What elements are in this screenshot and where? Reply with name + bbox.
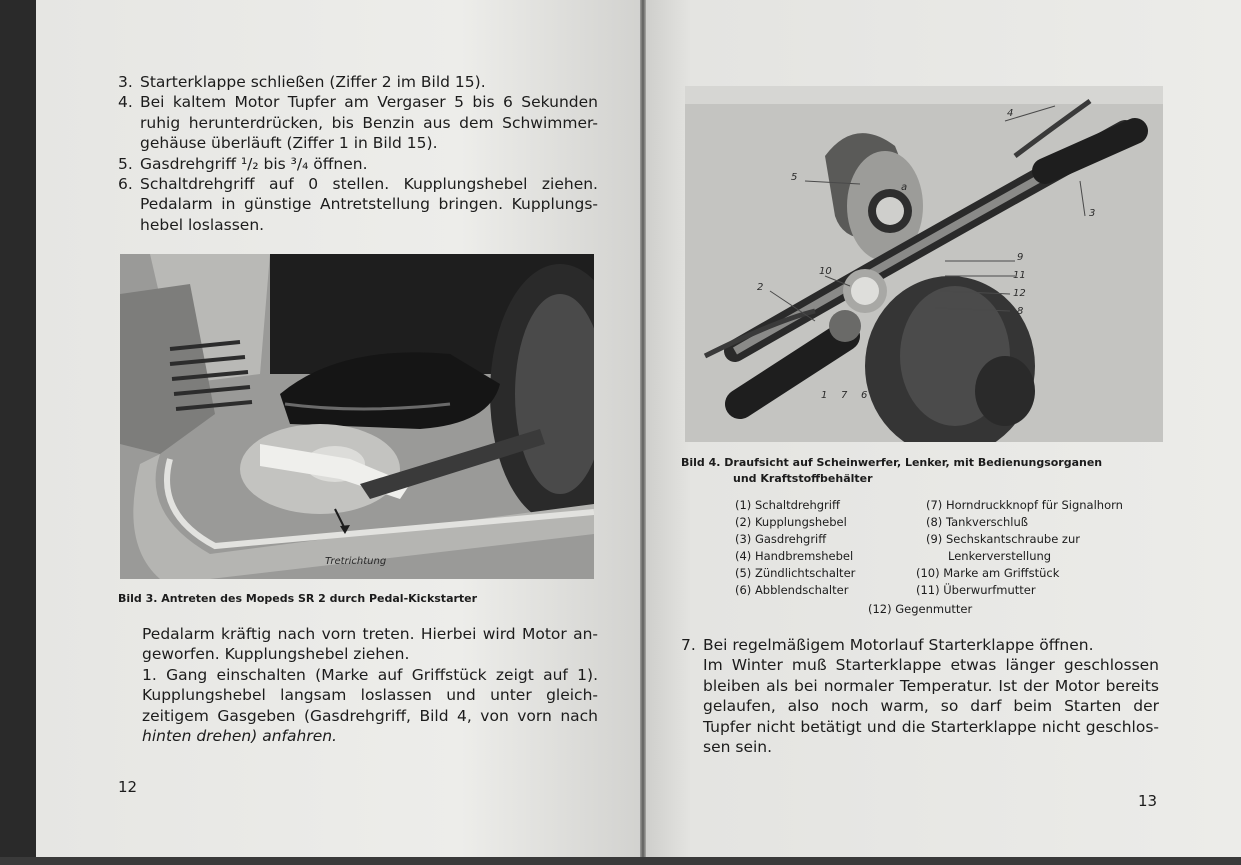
body-line: Pedalarm kräftig nach vorn treten. Hierbei wird Motor an-: [142, 625, 598, 643]
steps-top: [118, 72, 598, 235]
legend-entry: (9) Sechskantschraube zur: [926, 532, 1080, 546]
step-line: ruhig herunterdrücken, bis Benzin aus dem Schwimmer-: [140, 113, 598, 132]
figure-4-caption-line-2: und Kraftstoffbehälter: [733, 472, 873, 485]
body-line: Kupplungshebel langsam loslassen und unter gleich-: [142, 686, 598, 705]
step-number: 3.: [118, 73, 133, 91]
step-4: [118, 92, 598, 153]
figure-4-caption-line-1: Bild 4. Draufsicht auf Scheinwerfer, Lenker, mit Bedienungsorganen: [681, 456, 1103, 469]
marker-7: 7: [841, 390, 848, 401]
body-line: 1. Gang einschalten (Marke auf Griffstück zeigt auf 1).: [142, 665, 598, 684]
legend-entry: (2) Kupplungshebel: [735, 515, 847, 529]
kickstarter-illustration: [120, 254, 594, 579]
marker-3: 3: [1089, 208, 1096, 219]
book-bottom-edge: [0, 857, 1241, 865]
legend-left-column: [735, 497, 855, 599]
step-number: 7.: [681, 636, 696, 654]
figure-3-caption: Bild 3. Antreten des Mopeds SR 2 durch Pedal-Kickstarter: [118, 592, 478, 605]
step-line: Tupfer nicht betätigt und die Starterklappe nicht geschlos-: [703, 717, 1159, 736]
legend-entry: (7) Horndruckknopf für Signalhorn: [926, 498, 1123, 512]
marker-11: 11: [1013, 270, 1026, 281]
marker-9: 9: [1017, 252, 1024, 263]
step-line: Pedalarm in günstige Antretstellung bringen. Kupplungs-: [140, 195, 598, 214]
direction-label: Tretrichtung: [325, 556, 387, 567]
marker-12: 12: [1013, 288, 1026, 299]
body-line: hinten drehen) anfahren.: [142, 727, 337, 746]
step-7: [681, 635, 1159, 757]
step-6: [118, 174, 598, 235]
legend-right-column: [916, 497, 1123, 599]
body-line: zeitigem Gasgeben (Gasdrehgriff, Bild 4, von vorn nach: [142, 706, 598, 725]
page-number-right: 13: [1138, 792, 1158, 810]
step-line: Starterklappe schließen (Ziffer 2 im Bild 15).: [140, 73, 486, 91]
marker-2: 2: [757, 282, 764, 293]
step-line: sen sein.: [703, 738, 773, 757]
marker-6: 6: [861, 390, 868, 401]
page-number-left: 12: [118, 778, 138, 796]
legend-entry: (5) Zündlichtschalter: [735, 566, 856, 580]
legend-entry: (8) Tankverschluß: [926, 515, 1029, 529]
step-number: 5.: [118, 154, 133, 173]
legend-entry: (1) Schaltdrehgriff: [735, 498, 840, 512]
legend-entry: (10) Marke am Griffstück: [916, 566, 1060, 580]
marker-4: 4: [1007, 108, 1014, 119]
marker-1: 1: [821, 390, 828, 401]
legend-entry: Lenkerverstellung: [948, 549, 1052, 563]
body-left: [142, 624, 598, 746]
step-line: Im Winter muß Starterklappe etwas länger geschlossen: [703, 656, 1159, 675]
step-line: bleiben als bei normaler Temperatur. Ist der Motor bereits: [703, 676, 1159, 695]
marker-5: 5: [791, 172, 798, 183]
step-3: [118, 72, 598, 92]
legend-entry: (11) Überwurfmutter: [916, 583, 1036, 597]
step-line: gelaufen, also noch warm, so darf beim Starten der: [703, 697, 1159, 716]
step-line: hebel loslassen.: [140, 215, 265, 234]
step-line: Bei kaltem Motor Tupfer am Vergaser 5 bis 6 Sekunden: [140, 93, 598, 112]
handlebar-photo: [685, 86, 1163, 442]
step-line: Schaltdrehgriff auf 0 stellen. Kupplungshebel ziehen.: [140, 175, 598, 194]
marker-10: 10: [819, 266, 832, 277]
body-line: geworfen. Kupplungshebel ziehen.: [142, 645, 410, 664]
legend-entry: (12) Gegenmutter: [868, 602, 973, 616]
marker-8: 8: [1017, 306, 1024, 317]
legend-entry: (6) Abblendschalter: [735, 583, 849, 597]
step-number: 6.: [118, 175, 133, 194]
legend-entry: (3) Gasdrehgriff: [735, 532, 827, 546]
figure-4-caption: [681, 455, 1161, 487]
step-line: gehäuse überläuft (Ziffer 1 in Bild 15).: [140, 134, 438, 153]
legend-entry: (4) Handbremshebel: [735, 549, 854, 563]
step-7-item: [681, 635, 1159, 757]
legend-last-entry: [868, 601, 972, 618]
step-number: 4.: [118, 93, 133, 112]
book-gutter: [640, 0, 646, 865]
handlebar-illustration: [685, 86, 1163, 442]
kickstarter-photo: [120, 254, 594, 579]
marker-a: a: [901, 182, 908, 193]
step-line: Bei regelmäßigem Motorlauf Starterklappe öffnen.: [703, 636, 1094, 654]
step-line: Gasdrehgriff ¹/₂ bis ³/₄ öffnen.: [140, 154, 368, 173]
step-5: [118, 154, 598, 174]
